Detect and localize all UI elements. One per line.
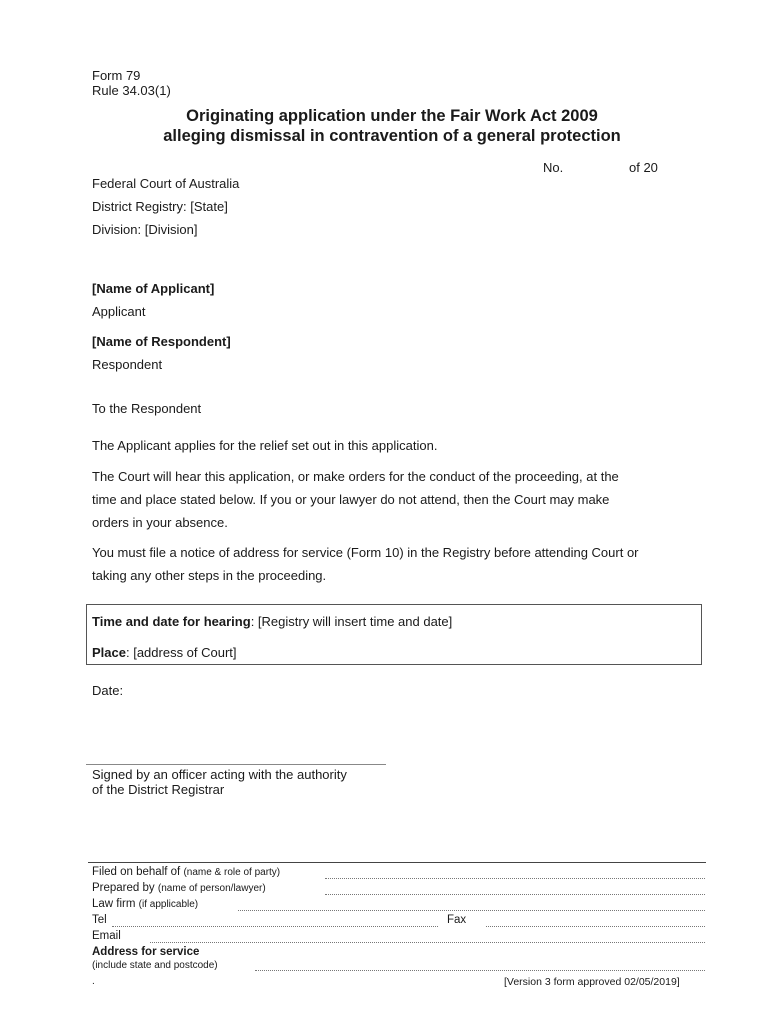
paragraph-hearing-line: time and place stated below. If you or your lawyer do not attend, then the Court may make (92, 492, 610, 507)
prepared-label-text: Prepared by (92, 882, 155, 894)
email-label: Email (92, 930, 121, 942)
page-title-line1: Originating application under the Fair Work Act 2009 (186, 107, 598, 125)
email-field[interactable] (150, 942, 705, 943)
hearing-time-label: Time and date for hearing (92, 614, 251, 629)
filed-on-behalf-label (92, 866, 280, 879)
address-hint: (include state and postcode) (92, 960, 218, 971)
law-firm-label (92, 898, 198, 911)
respondent-role: Respondent (92, 357, 163, 372)
law-firm-field[interactable] (238, 910, 705, 911)
prepared-by-field[interactable] (325, 894, 705, 895)
firm-hint: (if applicable) (138, 899, 199, 910)
filed-on-behalf-field[interactable] (325, 878, 705, 879)
file-no-of-label: of 20 (629, 160, 658, 175)
hearing-time-value: : [Registry will insert time and date] (250, 614, 453, 629)
applicant-role: Applicant (92, 304, 146, 319)
signature-line (86, 764, 386, 765)
respondent-name: [Name of Respondent] (92, 334, 231, 349)
prepared-hint: (name of person/lawyer) (157, 883, 266, 894)
tel-label: Tel (92, 914, 107, 926)
paragraph-hearing-line: orders in your absence. (92, 515, 228, 530)
filed-hint: (name & role of party) (183, 867, 281, 878)
applicant-name: [Name of Applicant] (92, 281, 215, 296)
footer-divider (88, 862, 706, 863)
hearing-place-value: : [address of Court] (125, 645, 237, 660)
version-note: [Version 3 form approved 02/05/2019] (504, 976, 680, 988)
form-number: Form 79 (92, 68, 141, 83)
fax-label: Fax (447, 914, 467, 926)
hearing-time (92, 614, 452, 629)
filed-label-text: Filed on behalf of (92, 866, 181, 878)
fax-field[interactable] (486, 926, 705, 927)
signature-text-line1: Signed by an officer acting with the authority (92, 767, 347, 782)
tel-field[interactable] (112, 926, 438, 927)
address-for-service-label: Address for service (92, 946, 200, 958)
footer-dot: . (92, 976, 95, 987)
court-name: Federal Court of Australia (92, 176, 240, 191)
signature-text-line2: of the District Registrar (92, 782, 225, 797)
paragraph-relief: The Applicant applies for the relief set out in this application. (92, 438, 438, 453)
prepared-by-label (92, 882, 266, 895)
firm-label-text: Law firm (92, 898, 136, 910)
page-title-line2: alleging dismissal in contravention of a general protection (163, 127, 621, 145)
hearing-place-label: Place (92, 645, 126, 660)
addressee: To the Respondent (92, 401, 202, 416)
paragraph-notice-line: You must file a notice of address for service (Form 10) in the Registry before attending Court or (92, 545, 639, 560)
paragraph-hearing-line: The Court will hear this application, or make orders for the conduct of the proceeding, at the (92, 469, 619, 484)
date-label: Date: (92, 683, 124, 698)
form-rule: Rule 34.03(1) (92, 83, 171, 98)
file-no-label: No. (543, 160, 564, 175)
hearing-place (92, 645, 237, 660)
address-for-service-field[interactable] (255, 970, 705, 971)
paragraph-notice-line: taking any other steps in the proceeding. (92, 568, 327, 583)
court-registry: District Registry: [State] (92, 199, 228, 214)
court-division: Division: [Division] (92, 222, 198, 237)
